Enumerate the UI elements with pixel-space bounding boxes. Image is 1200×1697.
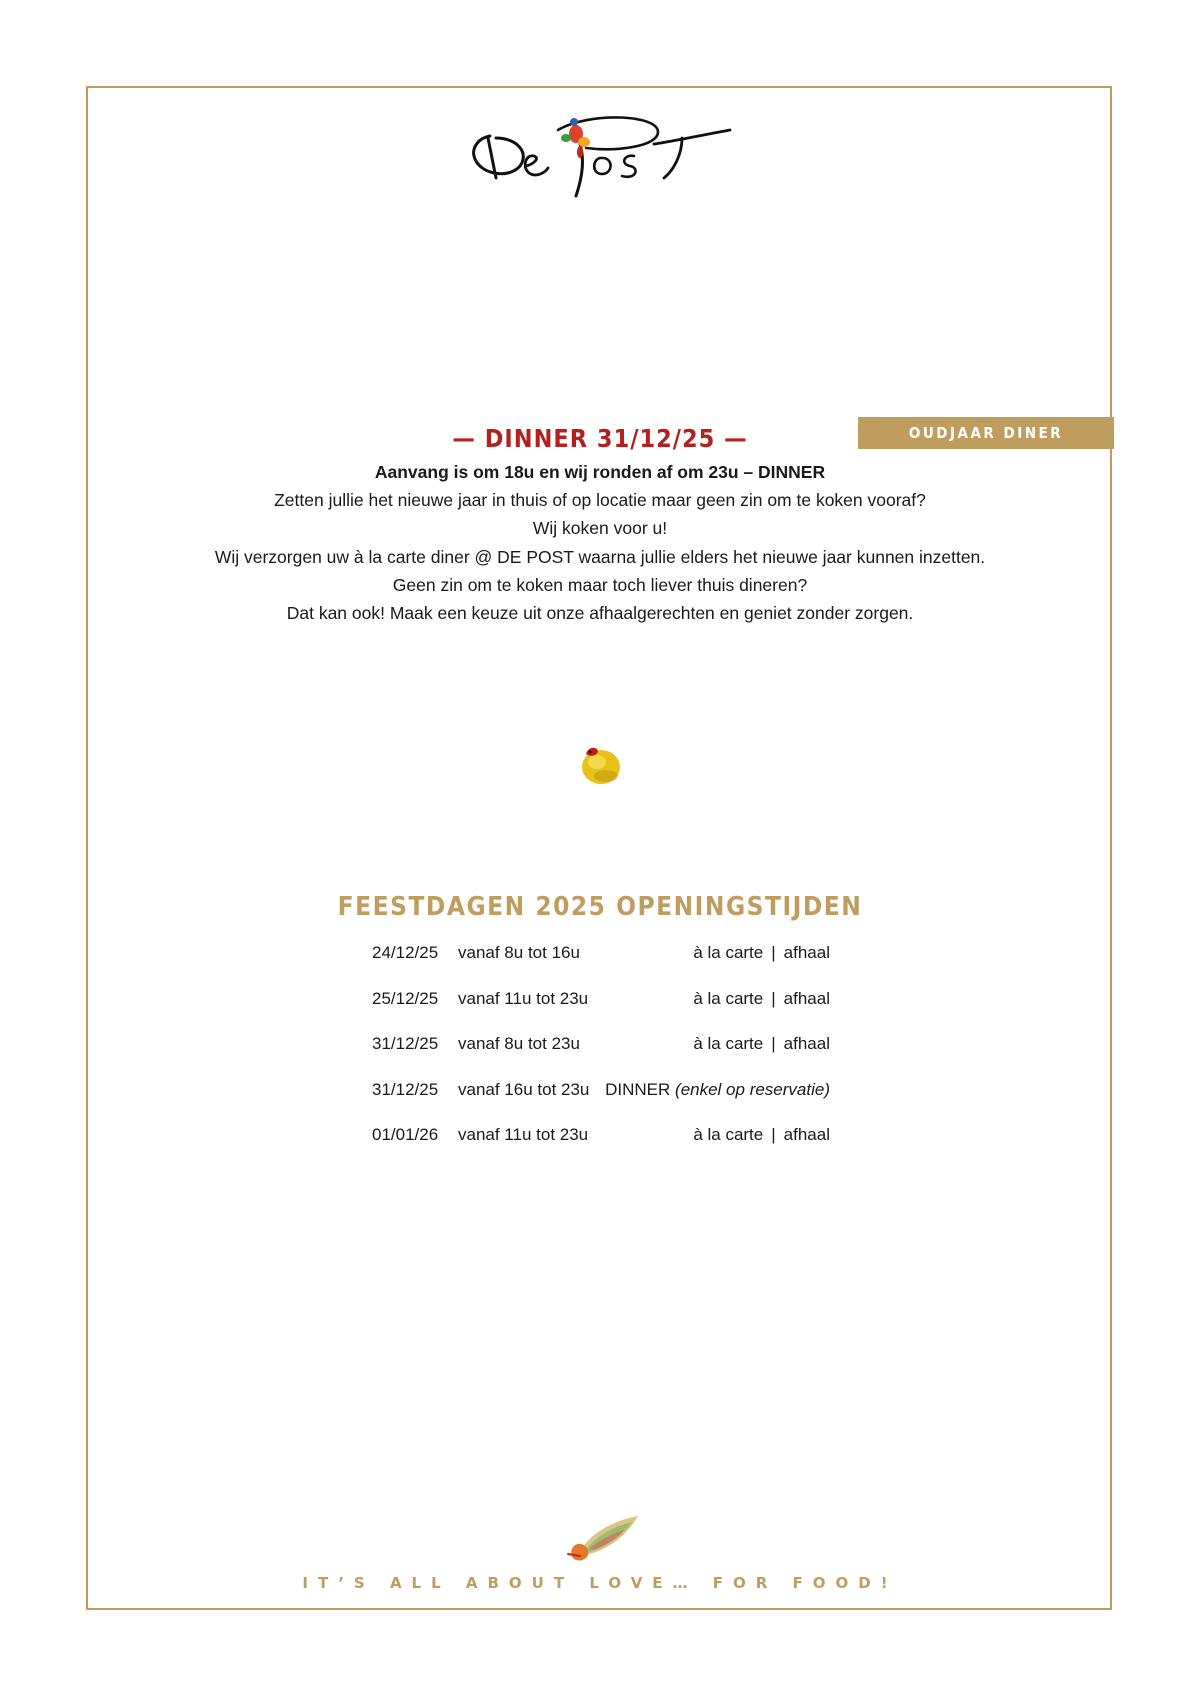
hours-row — [372, 986, 832, 1032]
hours-type — [605, 1077, 830, 1103]
type-separator: | — [771, 1125, 776, 1144]
hours-date: 31/12/25 — [372, 1079, 439, 1099]
type-separator: | — [771, 988, 776, 1008]
dinner-subtitle: Aanvang is om 18u en wij ronden af om 23u – DINNER — [374, 462, 826, 482]
hours-date: 01/01/26 — [372, 1125, 439, 1144]
hours-type — [693, 1122, 830, 1148]
hours-date: 24/12/25 — [372, 943, 439, 962]
hours-time: vanaf 16u tot 23u — [458, 1079, 590, 1099]
type-a: à la carte — [693, 1034, 764, 1053]
hours-table — [372, 940, 832, 1168]
hours-row — [372, 1122, 832, 1168]
lemon-icon — [576, 740, 624, 788]
footer-tagline: IT’S ALL ABOUT LOVE… FOR FOOD! — [302, 1574, 898, 1592]
hours-time: vanaf 8u tot 23u — [458, 1034, 580, 1053]
oudjaar-diner-tab: OUDJAAR DINER — [858, 417, 1114, 449]
type-b: afhaal — [783, 988, 830, 1008]
intro-line: Wij koken voor u! — [532, 518, 668, 539]
type-separator: | — [771, 943, 776, 962]
hours-type — [693, 940, 830, 966]
type-a: à la carte — [693, 988, 764, 1008]
logo-mark-icon — [468, 108, 732, 200]
type-b: afhaal — [783, 943, 830, 962]
reservation-note: (enkel op reservatie) — [675, 1079, 830, 1099]
hours-time: vanaf 8u tot 16u — [458, 943, 580, 962]
hours-type — [693, 1031, 830, 1057]
hours-row — [372, 1031, 832, 1077]
intro-line: Dat kan ook! Maak een keuze uit onze afhaalgerechten en geniet zonder zorgen. — [286, 603, 914, 624]
type-a: à la carte — [693, 1125, 764, 1144]
hours-date: 31/12/25 — [372, 1034, 439, 1053]
intro-line: Wij verzorgen uw à la carte diner @ DE POST waarna jullie elders het nieuwe jaar kunnen inzetten. — [214, 546, 986, 567]
hours-time: vanaf 11u tot 23u — [458, 1125, 589, 1144]
hours-title: FEESTDAGEN 2025 OPENINGSTIJDEN — [337, 892, 863, 922]
page-border — [86, 86, 1112, 1610]
hours-time: vanaf 11u tot 23u — [458, 988, 589, 1008]
hours-date: 25/12/25 — [372, 988, 439, 1008]
type-a: à la carte — [693, 943, 764, 962]
hours-row — [372, 1077, 832, 1123]
type-separator: | — [771, 1034, 776, 1053]
type-b: afhaal — [783, 1125, 830, 1144]
intro-line: Geen zin om te koken maar toch liever thuis dineren? — [392, 574, 808, 595]
feather-icon — [560, 1512, 642, 1564]
hours-type — [693, 986, 830, 1012]
type-b: afhaal — [783, 1034, 830, 1053]
de-post-logo — [468, 108, 732, 200]
hours-row — [372, 940, 832, 986]
type-a: DINNER — [605, 1079, 671, 1099]
dinner-intro — [150, 458, 1050, 627]
dinner-title: — DINNER 31/12/25 — — [452, 424, 748, 453]
intro-line: Zetten jullie het nieuwe jaar in thuis of op locatie maar geen zin om te koken vooraf? — [274, 490, 926, 511]
